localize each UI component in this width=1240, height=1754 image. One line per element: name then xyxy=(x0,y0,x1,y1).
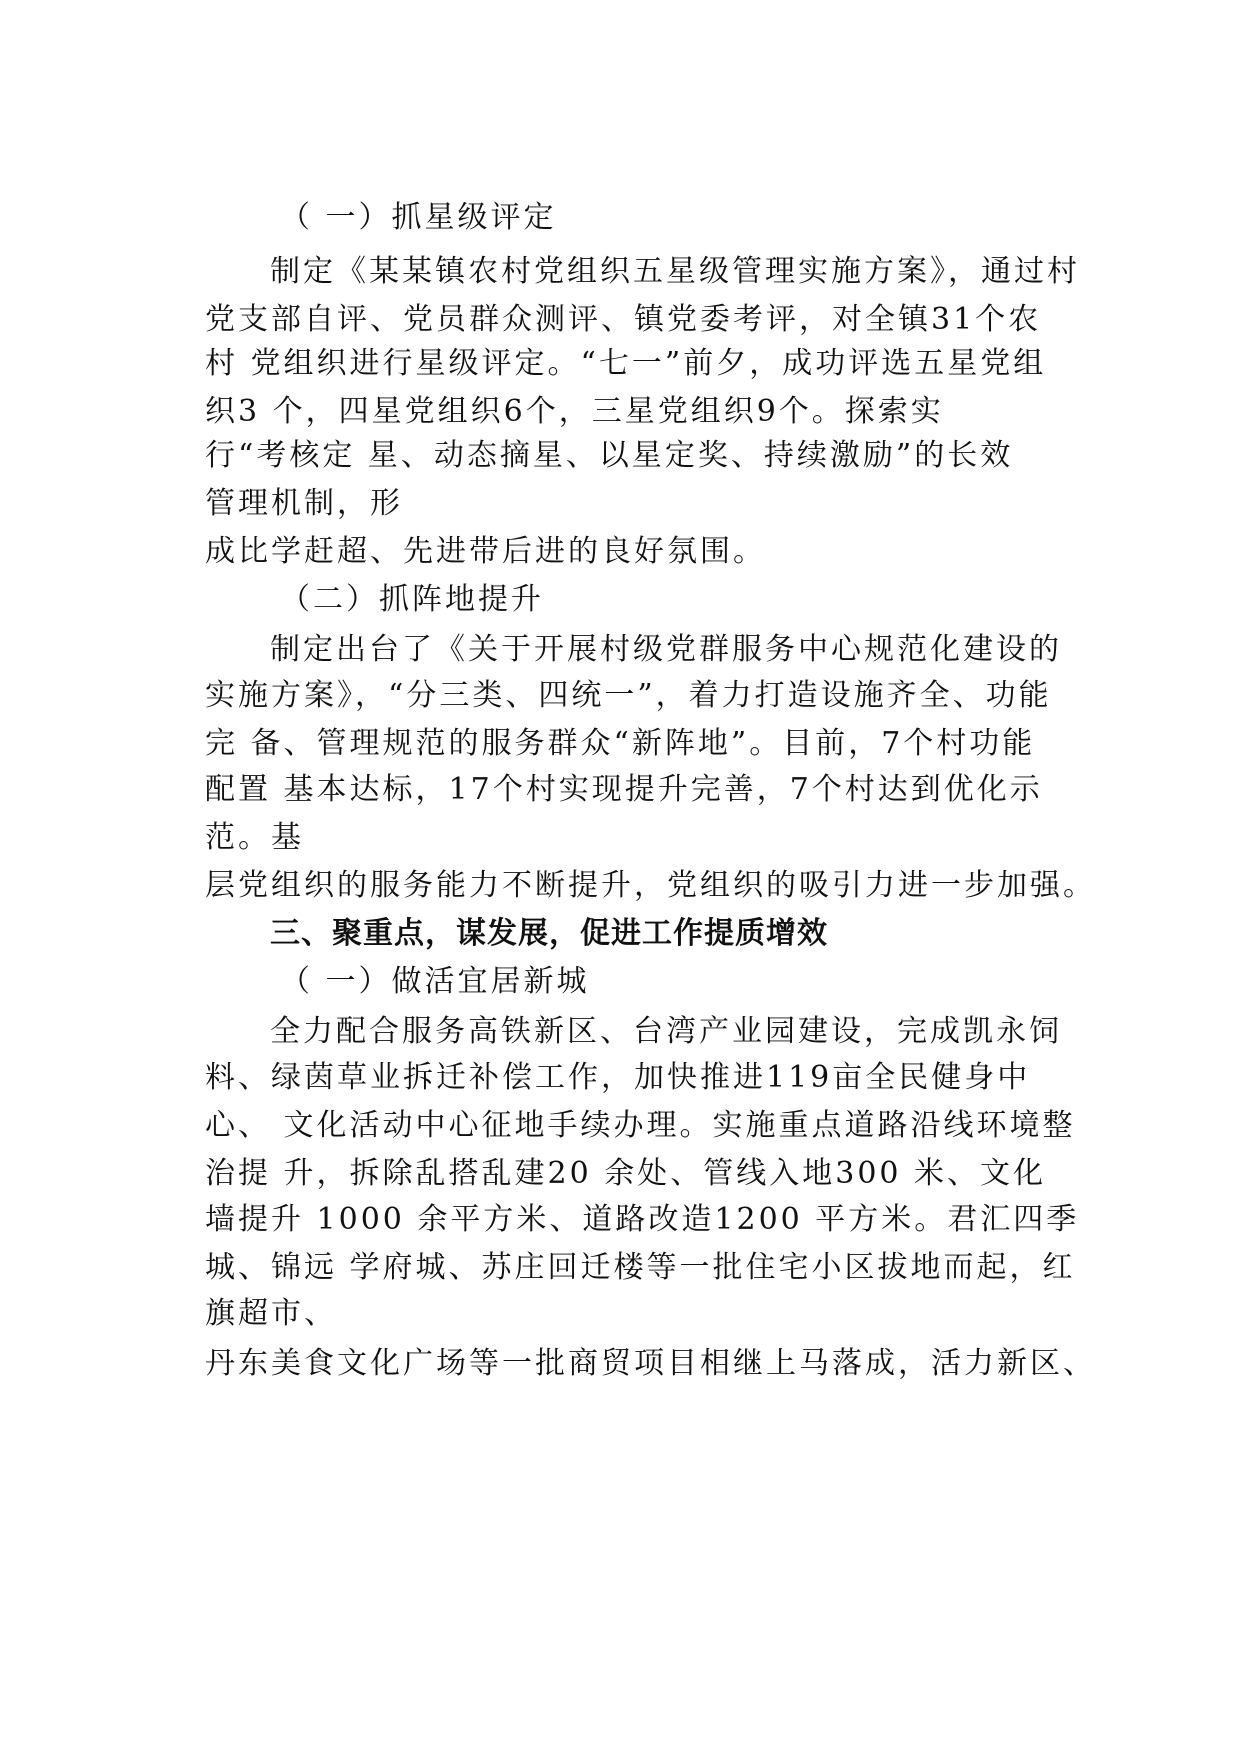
paragraph-line: 旗超市、 xyxy=(205,1296,337,1331)
paragraph-line: 制定《某某镇农村党组织五星级管理实施方案》，通过村 xyxy=(270,254,1080,289)
subheading-position-upgrade: （二）抓阵地提升 xyxy=(280,582,544,617)
paragraph-line: 村 党组织进行星级评定。“七一”前夕，成功评选五星党组 xyxy=(205,346,1047,381)
subheading-star-rating: （ 一）抓星级评定 xyxy=(280,200,557,235)
paragraph-line: 城、锦远 学府城、苏庄回迁楼等一批住宅小区拔地而起，红 xyxy=(205,1250,1076,1285)
paragraph-line: 配置 基本达标，17个村实现提升完善，7个村达到优化示 xyxy=(205,772,1043,807)
paragraph-line: 料、绿茵草业拆迁补偿工作，加快推进119亩全民健身中 xyxy=(205,1060,1031,1095)
paragraph-line: 层党组织的服务能力不断提升，党组织的吸引力进一步加强。 xyxy=(205,868,1096,903)
paragraph-line: 成比学赶超、先进带后进的良好氛围。 xyxy=(205,534,766,569)
subheading-livable-new-city: （ 一）做活宜居新城 xyxy=(280,964,590,999)
paragraph-line: 实施方案》，“分三类、四统一”，着力打造设施齐全、功能 xyxy=(205,678,1052,713)
paragraph-line: 全力配合服务高铁新区、台湾产业园建设，完成凯永饲 xyxy=(270,1014,1062,1049)
paragraph-line: 墙提升 1000 余平方米、道路改造1200 平方米。君汇四季 xyxy=(205,1202,1080,1237)
paragraph-line: 心、 文化活动中心征地手续办理。实施重点道路沿线环境整 xyxy=(205,1108,1076,1143)
paragraph-line: 完 备、管理规范的服务群众“新阵地”。目前，7个村功能 xyxy=(205,726,1036,761)
paragraph-line: 范。基 xyxy=(205,820,304,855)
paragraph-line: 丹东美食文化广场等一批商贸项目相继上马落成，活力新区、 xyxy=(205,1346,1096,1381)
paragraph-line: 党支部自评、党员群众测评、镇党委考评，对全镇31个农 xyxy=(205,302,1042,337)
paragraph-line: 织3 个，四星党组织6个，三星党组织9个。探索实 xyxy=(205,394,944,429)
paragraph-line: 治提 升，拆除乱搭乱建20 余处、管线入地300 米、文化 xyxy=(205,1156,1047,1191)
paragraph-line: 制定出台了《关于开展村级党群服务中心规范化建设的 xyxy=(270,632,1062,667)
paragraph-line: 行“考核定 星、动态摘星、以星定奖、持续激励”的长效 xyxy=(205,438,1014,473)
paragraph-line: 管理机制，形 xyxy=(205,486,403,521)
section-title: 三、聚重点，谋发展，促进工作提质增效 xyxy=(270,916,828,951)
